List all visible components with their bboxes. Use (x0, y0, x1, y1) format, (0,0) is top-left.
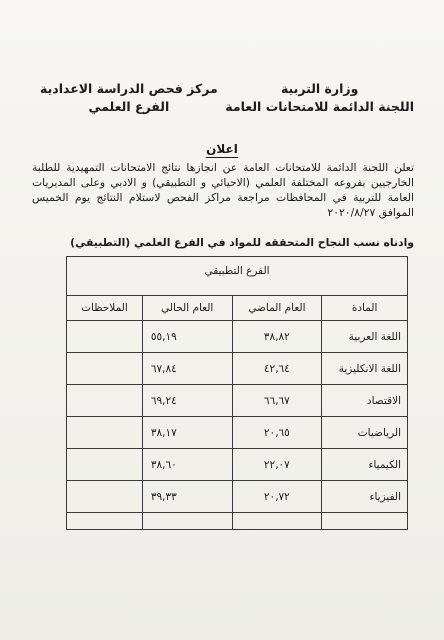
header-notes: الملاحظات (67, 296, 143, 321)
current-year-cell: ٦٧,٨٤ (142, 353, 232, 385)
committee-name: اللجنة الدائمة للامتحانات العامة (225, 99, 414, 114)
last-year-cell: ٢٠,٧٢ (232, 481, 322, 513)
current-year-cell: ٥٥,١٩ (142, 321, 232, 353)
table-row (67, 449, 408, 481)
header-last-year: العام الماضي (232, 296, 322, 321)
last-year-cell: ٢٠,٦٥ (232, 417, 322, 449)
last-year-cell: ٤٢,٦٤ (232, 353, 322, 385)
current-year-cell: ٣٩,٣٣ (142, 481, 232, 513)
table-header-row (67, 296, 408, 321)
subject-cell: اللغة العربية (322, 321, 408, 353)
last-year-cell: ٣٨,٨٢ (232, 321, 322, 353)
center-header (40, 80, 218, 116)
last-year-cell: ٢٢,٠٧ (232, 449, 322, 481)
subject-cell: الاقتصاد (322, 385, 408, 417)
table-row (67, 353, 408, 385)
subject-cell: الفيزياء (322, 481, 408, 513)
table-tail (67, 513, 408, 530)
notes-cell (67, 353, 143, 385)
table-row (67, 385, 408, 417)
current-year-cell: ٣٨,١٧ (142, 417, 232, 449)
notes-cell (67, 449, 143, 481)
table-caption: الفرع التطبيقي (67, 257, 408, 286)
center-name: مركز فحص الدراسة الاعدادية (40, 81, 218, 96)
ministry-header (225, 80, 414, 116)
notes-cell (67, 385, 143, 417)
notes-cell (67, 321, 143, 353)
pass-rates-table (66, 256, 408, 530)
current-year-cell: ٣٨,٦٠ (142, 449, 232, 481)
subject-cell: الرياضيات (322, 417, 408, 449)
notes-cell (67, 417, 143, 449)
table-caption-row (67, 257, 408, 286)
table-row (67, 481, 408, 513)
table-row (67, 321, 408, 353)
subject-cell: الكيمياء (322, 449, 408, 481)
header-current-year: العام الحالي (142, 296, 232, 321)
announcement-title: اعلان (206, 142, 238, 156)
notes-cell (67, 481, 143, 513)
announcement-heading (0, 142, 444, 156)
current-year-cell: ٦٩,٢٤ (142, 385, 232, 417)
results-intro: وادناه نسب النجاح المتحققه للمواد في الفرع العلمي (التطبيقي) (70, 236, 414, 249)
subject-cell: اللغة الانكليزية (322, 353, 408, 385)
table-row (67, 417, 408, 449)
header-subject: المادة (322, 296, 408, 321)
branch-name: الفرع العلمي (88, 99, 170, 114)
table-spacer (67, 285, 408, 296)
last-year-cell: ٦٦,٦٧ (232, 385, 322, 417)
announcement-body: تعلن اللجنة الدائمة للامتحانات العامة عن انجازها نتائج الامتحانات التمهيدية للطلبة الخارجيين بفروعه المختلفة العلمي (الاحيائي و التطبيقي) و الادبي وعلى المديريات العامة للتربية في المحافظات مراجعة مراكز الفحص لاستلام النتائج يوم الخميس الموافق ٢٠٢٠/٨/٢٧ (32, 161, 414, 219)
ministry-name: وزارة التربية (280, 81, 359, 96)
